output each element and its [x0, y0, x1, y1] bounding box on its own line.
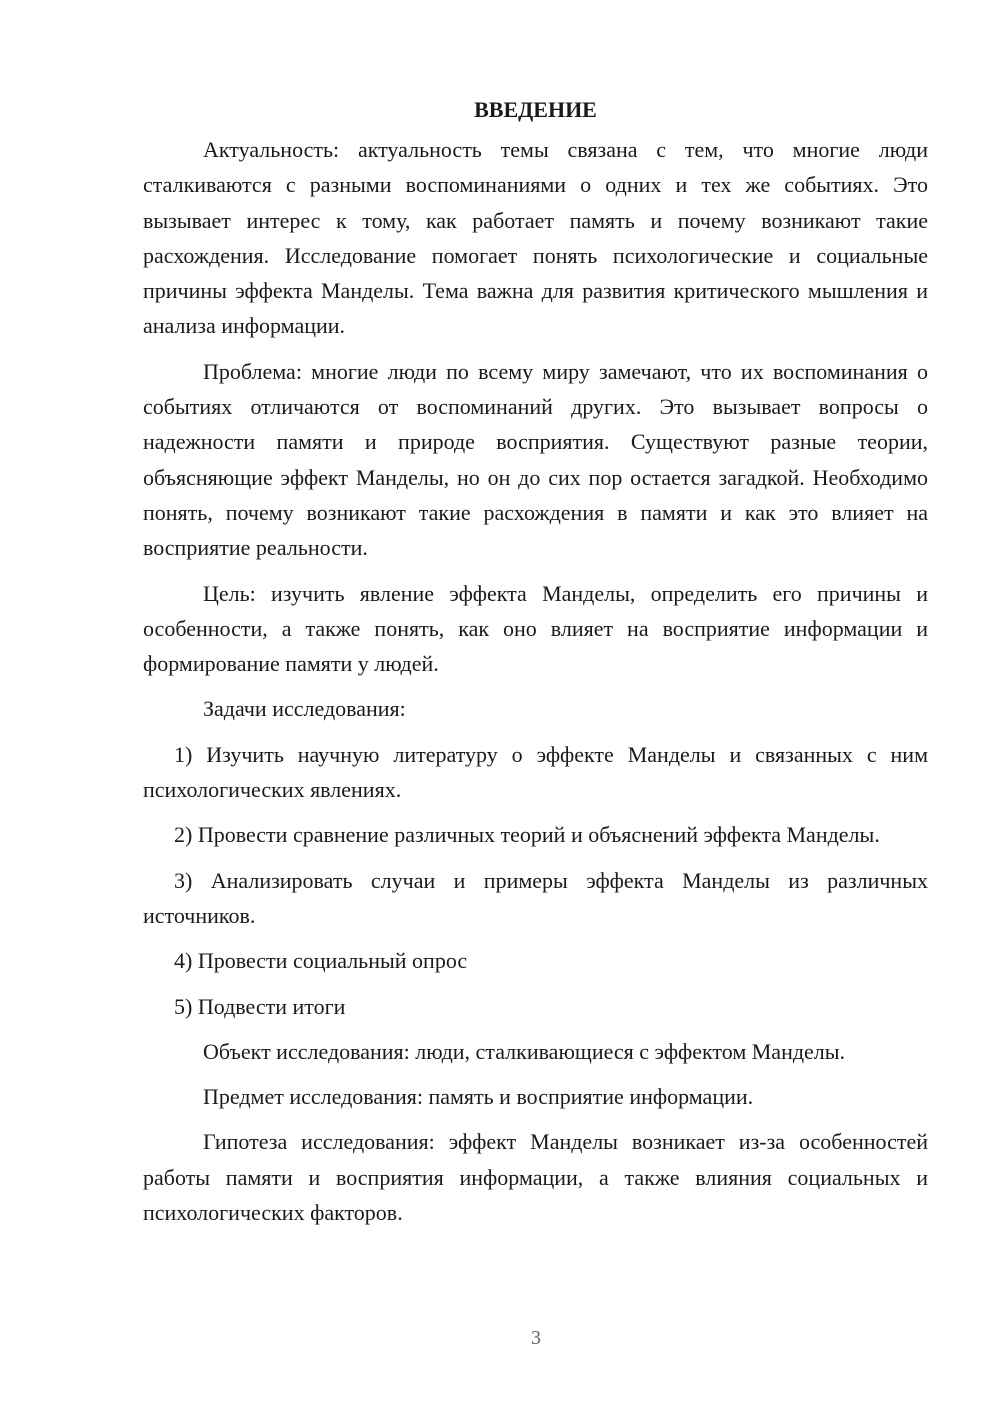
tasks-heading: Задачи исследования:	[203, 696, 406, 722]
task-item-2: 2) Провести сравнение различных теорий и объяснений эффекта Манделы.	[174, 822, 880, 848]
page-number: 3	[531, 1327, 541, 1349]
paragraph-goal: Цель: изучить явление эффекта Манделы, определить его причины и особенности, а также понять, как оно влияет на восприятие информации и формирование памяти у людей.	[143, 580, 928, 677]
task-item-4: 4) Провести социальный опрос	[174, 948, 468, 974]
document-page	[143, 90, 928, 1240]
task-item-1: 1) Изучить научную литературу о эффекте Манделы и связанных с ним психологических явлениях.	[143, 741, 928, 803]
research-subject: Предмет исследования: память и восприятие информации.	[203, 1084, 754, 1110]
research-object: Объект исследования: люди, сталкивающиеся с эффектом Манделы.	[203, 1038, 846, 1064]
task-item-5: 5) Подвести итоги	[174, 993, 346, 1019]
paragraph-relevance: Актуальность: актуальность темы связана с тем, что многие люди сталкиваются с разными воспоминаниями о одних и тех же событиях. Это вызывает интерес к тому, как работает память и почему возникают такие расхождения. Исследование помогает понять психологические и социальные причины эффекта Манделы. Тема важна для развития критического мышления и анализа информации.	[143, 137, 928, 339]
paragraph-problem: Проблема: многие люди по всему миру замечают, что их воспоминания о событиях отличаются от воспоминаний других. Это вызывает вопросы о надежности памяти и природе восприятия. Существуют разные теории, объясняющие эффект Манделы, но он до сих пор остается загадкой. Необходимо понять, почему возникают такие расхождения в памяти и как это влияет на восприятие реальности.	[143, 358, 928, 561]
research-hypothesis: Гипотеза исследования: эффект Манделы возникает из-за особенностей работы памяти и восприятия информации, а также влияния социальных и психологических факторов.	[143, 1129, 928, 1226]
task-item-3: 3) Анализировать случаи и примеры эффекта Манделы из различных источников.	[143, 867, 928, 928]
section-title: ВВЕДЕНИЕ	[474, 97, 597, 122]
